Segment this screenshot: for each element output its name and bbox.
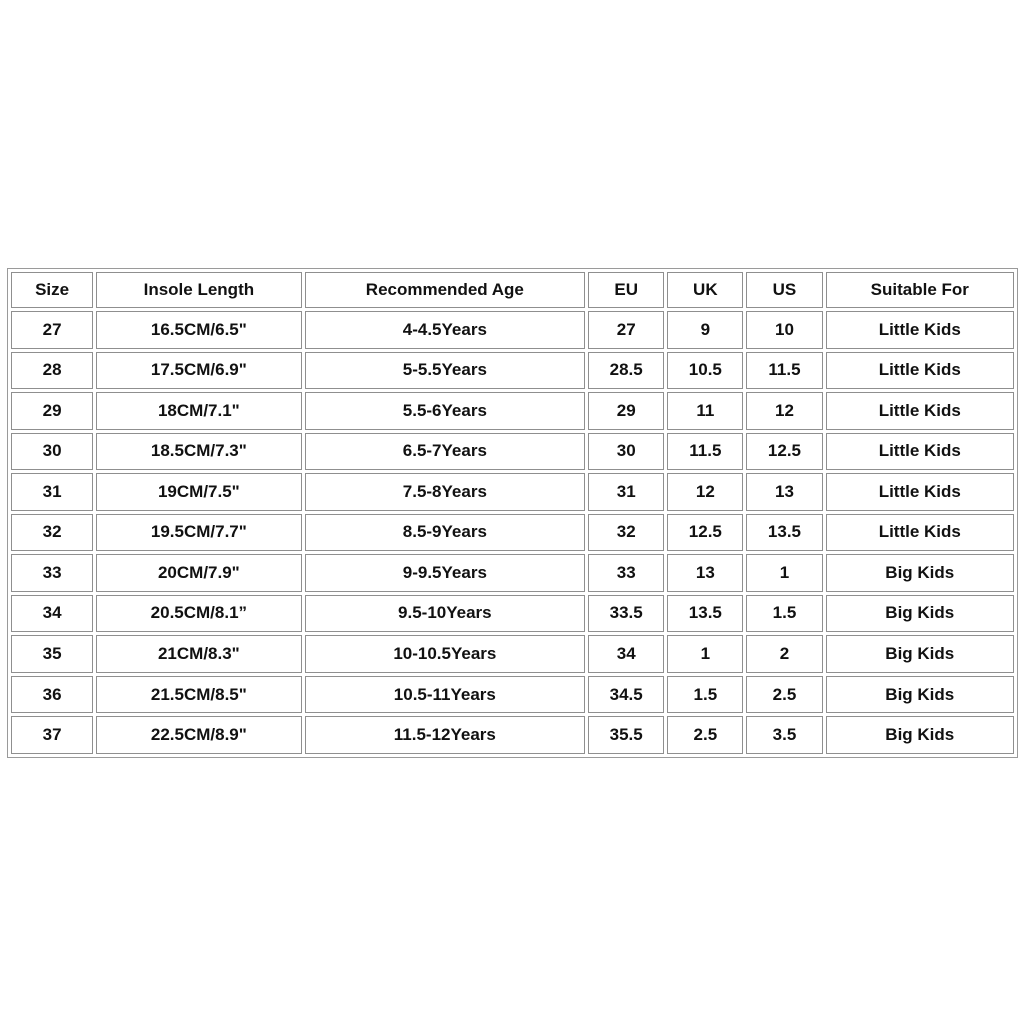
cell-eu: 32 xyxy=(588,514,664,552)
cell-suitable-for: Little Kids xyxy=(826,392,1014,430)
cell-size: 34 xyxy=(11,595,93,633)
cell-recommended-age: 9.5-10Years xyxy=(305,595,586,633)
cell-suitable-for: Little Kids xyxy=(826,433,1014,471)
cell-uk: 12 xyxy=(667,473,743,511)
cell-us: 13.5 xyxy=(746,514,822,552)
cell-insole-length: 22.5CM/8.9" xyxy=(96,716,301,754)
cell-us: 1.5 xyxy=(746,595,822,633)
cell-size: 32 xyxy=(11,514,93,552)
table-row xyxy=(11,595,1014,633)
cell-eu: 27 xyxy=(588,311,664,349)
cell-eu: 34.5 xyxy=(588,676,664,714)
table-body xyxy=(11,311,1014,754)
cell-suitable-for: Little Kids xyxy=(826,311,1014,349)
table-row xyxy=(11,716,1014,754)
cell-suitable-for: Big Kids xyxy=(826,676,1014,714)
cell-eu: 31 xyxy=(588,473,664,511)
cell-uk: 13 xyxy=(667,554,743,592)
cell-eu: 33.5 xyxy=(588,595,664,633)
cell-uk: 13.5 xyxy=(667,595,743,633)
cell-size: 35 xyxy=(11,635,93,673)
table-row xyxy=(11,554,1014,592)
size-chart-table xyxy=(8,269,1017,757)
cell-insole-length: 18CM/7.1" xyxy=(96,392,301,430)
cell-recommended-age: 5-5.5Years xyxy=(305,352,586,390)
cell-us: 2.5 xyxy=(746,676,822,714)
cell-size: 31 xyxy=(11,473,93,511)
cell-insole-length: 19CM/7.5" xyxy=(96,473,301,511)
cell-us: 12.5 xyxy=(746,433,822,471)
cell-us: 12 xyxy=(746,392,822,430)
header-recommended-age: Recommended Age xyxy=(305,272,586,308)
cell-recommended-age: 10.5-11Years xyxy=(305,676,586,714)
cell-insole-length: 17.5CM/6.9" xyxy=(96,352,301,390)
cell-suitable-for: Little Kids xyxy=(826,514,1014,552)
cell-insole-length: 21.5CM/8.5" xyxy=(96,676,301,714)
cell-size: 28 xyxy=(11,352,93,390)
header-row xyxy=(11,272,1014,308)
cell-insole-length: 21CM/8.3" xyxy=(96,635,301,673)
cell-uk: 1 xyxy=(667,635,743,673)
header-uk: UK xyxy=(667,272,743,308)
cell-size: 29 xyxy=(11,392,93,430)
cell-size: 33 xyxy=(11,554,93,592)
cell-size: 36 xyxy=(11,676,93,714)
cell-eu: 35.5 xyxy=(588,716,664,754)
cell-eu: 28.5 xyxy=(588,352,664,390)
cell-suitable-for: Big Kids xyxy=(826,635,1014,673)
header-eu: EU xyxy=(588,272,664,308)
cell-insole-length: 16.5CM/6.5" xyxy=(96,311,301,349)
cell-suitable-for: Little Kids xyxy=(826,473,1014,511)
table-row xyxy=(11,676,1014,714)
cell-size: 30 xyxy=(11,433,93,471)
cell-recommended-age: 9-9.5Years xyxy=(305,554,586,592)
cell-eu: 30 xyxy=(588,433,664,471)
cell-size: 37 xyxy=(11,716,93,754)
cell-uk: 11 xyxy=(667,392,743,430)
table-row xyxy=(11,311,1014,349)
cell-recommended-age: 8.5-9Years xyxy=(305,514,586,552)
cell-recommended-age: 5.5-6Years xyxy=(305,392,586,430)
cell-eu: 34 xyxy=(588,635,664,673)
table-row xyxy=(11,392,1014,430)
header-us: US xyxy=(746,272,822,308)
cell-suitable-for: Big Kids xyxy=(826,716,1014,754)
table-row xyxy=(11,514,1014,552)
cell-uk: 10.5 xyxy=(667,352,743,390)
cell-recommended-age: 10-10.5Years xyxy=(305,635,586,673)
cell-recommended-age: 6.5-7Years xyxy=(305,433,586,471)
table-row xyxy=(11,433,1014,471)
cell-us: 2 xyxy=(746,635,822,673)
cell-us: 3.5 xyxy=(746,716,822,754)
cell-uk: 9 xyxy=(667,311,743,349)
table-row xyxy=(11,635,1014,673)
header-suitable-for: Suitable For xyxy=(826,272,1014,308)
cell-insole-length: 19.5CM/7.7" xyxy=(96,514,301,552)
cell-us: 10 xyxy=(746,311,822,349)
cell-size: 27 xyxy=(11,311,93,349)
table-row xyxy=(11,473,1014,511)
cell-us: 13 xyxy=(746,473,822,511)
cell-recommended-age: 4-4.5Years xyxy=(305,311,586,349)
size-chart xyxy=(7,268,1018,758)
cell-uk: 1.5 xyxy=(667,676,743,714)
cell-insole-length: 20.5CM/8.1” xyxy=(96,595,301,633)
cell-insole-length: 20CM/7.9" xyxy=(96,554,301,592)
cell-us: 11.5 xyxy=(746,352,822,390)
header-size: Size xyxy=(11,272,93,308)
cell-eu: 33 xyxy=(588,554,664,592)
table-row xyxy=(11,352,1014,390)
cell-uk: 11.5 xyxy=(667,433,743,471)
header-insole-length: Insole Length xyxy=(96,272,301,308)
cell-uk: 2.5 xyxy=(667,716,743,754)
cell-suitable-for: Little Kids xyxy=(826,352,1014,390)
cell-recommended-age: 11.5-12Years xyxy=(305,716,586,754)
cell-insole-length: 18.5CM/7.3" xyxy=(96,433,301,471)
cell-suitable-for: Big Kids xyxy=(826,554,1014,592)
cell-recommended-age: 7.5-8Years xyxy=(305,473,586,511)
cell-us: 1 xyxy=(746,554,822,592)
cell-eu: 29 xyxy=(588,392,664,430)
cell-suitable-for: Big Kids xyxy=(826,595,1014,633)
cell-uk: 12.5 xyxy=(667,514,743,552)
